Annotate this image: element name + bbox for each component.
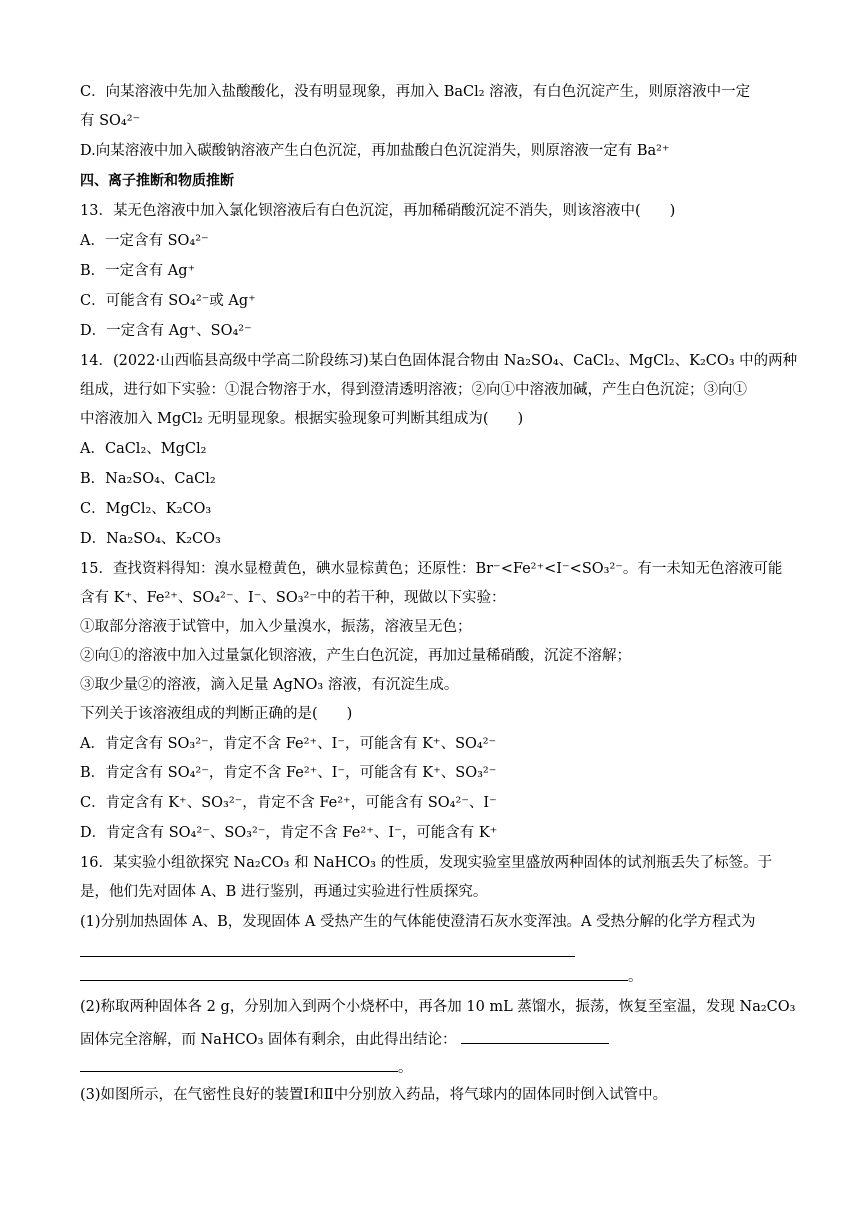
q14-option-d: D．Na₂SO₄、K₂CO₃ [80,531,221,547]
option-c-line2: 有 SO₄²⁻ [80,113,141,129]
q16-part1: (1)分别加热固体 A、B，发现固体 A 受热产生的气体能使澄清石灰水变浑浊。A 受热分解的化学方程式为 [80,914,756,930]
q14-stem-line2: 组成，进行如下实验：①混合物溶于水，得到澄清透明溶液；②向①中溶液加碱，产生白色沉淀；③向① [80,382,747,398]
q15-option-b: B．肯定含有 SO₄²⁻，肯定不含 Fe²⁺、I⁻，可能含有 K⁺、SO₃²⁻ [80,765,497,781]
answer-blank[interactable] [461,1027,609,1044]
q16-stem-line2: 是，他们先对固体 A、B 进行鉴别，再通过实验进行性质探究。 [80,884,488,900]
q15-prompt: 下列关于该溶液组成的判断正确的是( ) [80,706,353,722]
q13-option-a: A．一定含有 SO₄²⁻ [80,233,209,249]
q15-option-d: D．肯定含有 SO₄²⁻、SO₃²⁻，肯定不含 Fe²⁺、I⁻，可能含有 K⁺ [80,825,498,841]
q13-option-c: C．可能含有 SO₄²⁻或 Ag⁺ [80,293,256,309]
q16-part3: (3)如图所示，在气密性良好的装置Ⅰ和Ⅱ中分别放入药品，将气球内的固体同时倒入试管中。 [80,1087,668,1103]
option-c-line1: C．向某溶液中先加入盐酸酸化，没有明显现象，再加入 BaCl₂ 溶液，有白色沉淀产生，则原溶液中一定 [80,84,751,100]
section-heading: 四、离子推断和物质推断 [80,173,234,189]
q15-option-c: C．肯定含有 K⁺、SO₃²⁻，肯定不含 Fe²⁺，可能含有 SO₄²⁻、I⁻ [80,795,497,811]
q16-part2-line1: (2)称取两种固体各 2 g，分别加入到两个小烧杯中，再各加 10 mL 蒸馏水，振荡，恢复至室温，发现 Na₂CO₃ [80,999,796,1015]
q15-step-2: ②向①的溶液中加入过量氯化钡溶液，产生白色沉淀，再加过量稀硝酸，沉淀不溶解； [80,648,631,664]
q16-part2-answer-line [80,1055,780,1078]
q13-option-d: D．一定含有 Ag⁺、SO₄²⁻ [80,323,252,339]
q15-stem-line2: 含有 K⁺、Fe²⁺、SO₄²⁻、I⁻、SO₃²⁻中的若干种，现做以下实验： [80,590,506,606]
q14-option-b: B．Na₂SO₄、CaCl₂ [80,471,216,487]
q16-part1-answer-line2 [80,964,780,987]
option-d: D.向某溶液中加入碳酸钠溶液产生白色沉淀，再加盐酸白色沉淀消失，则原溶液一定有 Ba²⁺ [80,143,670,159]
q16-part2-text: 固体完全溶解，而 NaHCO₃ 固体有剩余，由此得出结论： [80,1032,457,1048]
period: 。 [398,1060,413,1076]
q14-stem-line3: 中溶液加入 MgCl₂ 无明显现象。根据实验现象可判断其组成为( ) [80,411,524,427]
q15-step-1: ①取部分溶液于试管中，加入少量溴水，振荡，溶液呈无色； [80,619,472,635]
answer-blank[interactable] [80,964,628,981]
period: 。 [628,969,643,985]
answer-blank[interactable] [80,940,575,957]
q15-step-3: ③取少量②的溶液，滴入足量 AgNO₃ 溶液，有沉淀生成。 [80,677,459,693]
q15-stem-line1: 15．查找资料得知：溴水显橙黄色，碘水显棕黄色；还原性：Br⁻<Fe²⁺<I⁻<SO₃²⁻。有一未知无色溶液可能 [80,561,783,577]
q15-option-a: A．肯定含有 SO₃²⁻，肯定不含 Fe²⁺、I⁻，可能含有 K⁺、SO₄²⁻ [80,736,497,752]
q14-option-c: C．MgCl₂、K₂CO₃ [80,501,212,517]
q14-option-a: A．CaCl₂、MgCl₂ [80,441,207,457]
q16-stem-line1: 16．某实验小组欲探究 Na₂CO₃ 和 NaHCO₃ 的性质，发现实验室里盛放两种固体的试剂瓶丢失了标签。于 [80,855,773,871]
q16-part2-line2 [80,1027,780,1050]
answer-blank[interactable] [80,1055,398,1072]
q13-stem: 13．某无色溶液中加入氯化钡溶液后有白色沉淀，再加稀硝酸沉淀不消失，则该溶液中( ) [80,203,676,219]
q16-part1-answer-line1 [80,940,780,963]
q14-stem-line1: 14．(2022·山西临县高级中学高二阶段练习)某白色固体混合物由 Na₂SO₄、CaCl₂、MgCl₂、K₂CO₃ 中的两种 [80,353,798,369]
q13-option-b: B．一定含有 Ag⁺ [80,263,196,279]
